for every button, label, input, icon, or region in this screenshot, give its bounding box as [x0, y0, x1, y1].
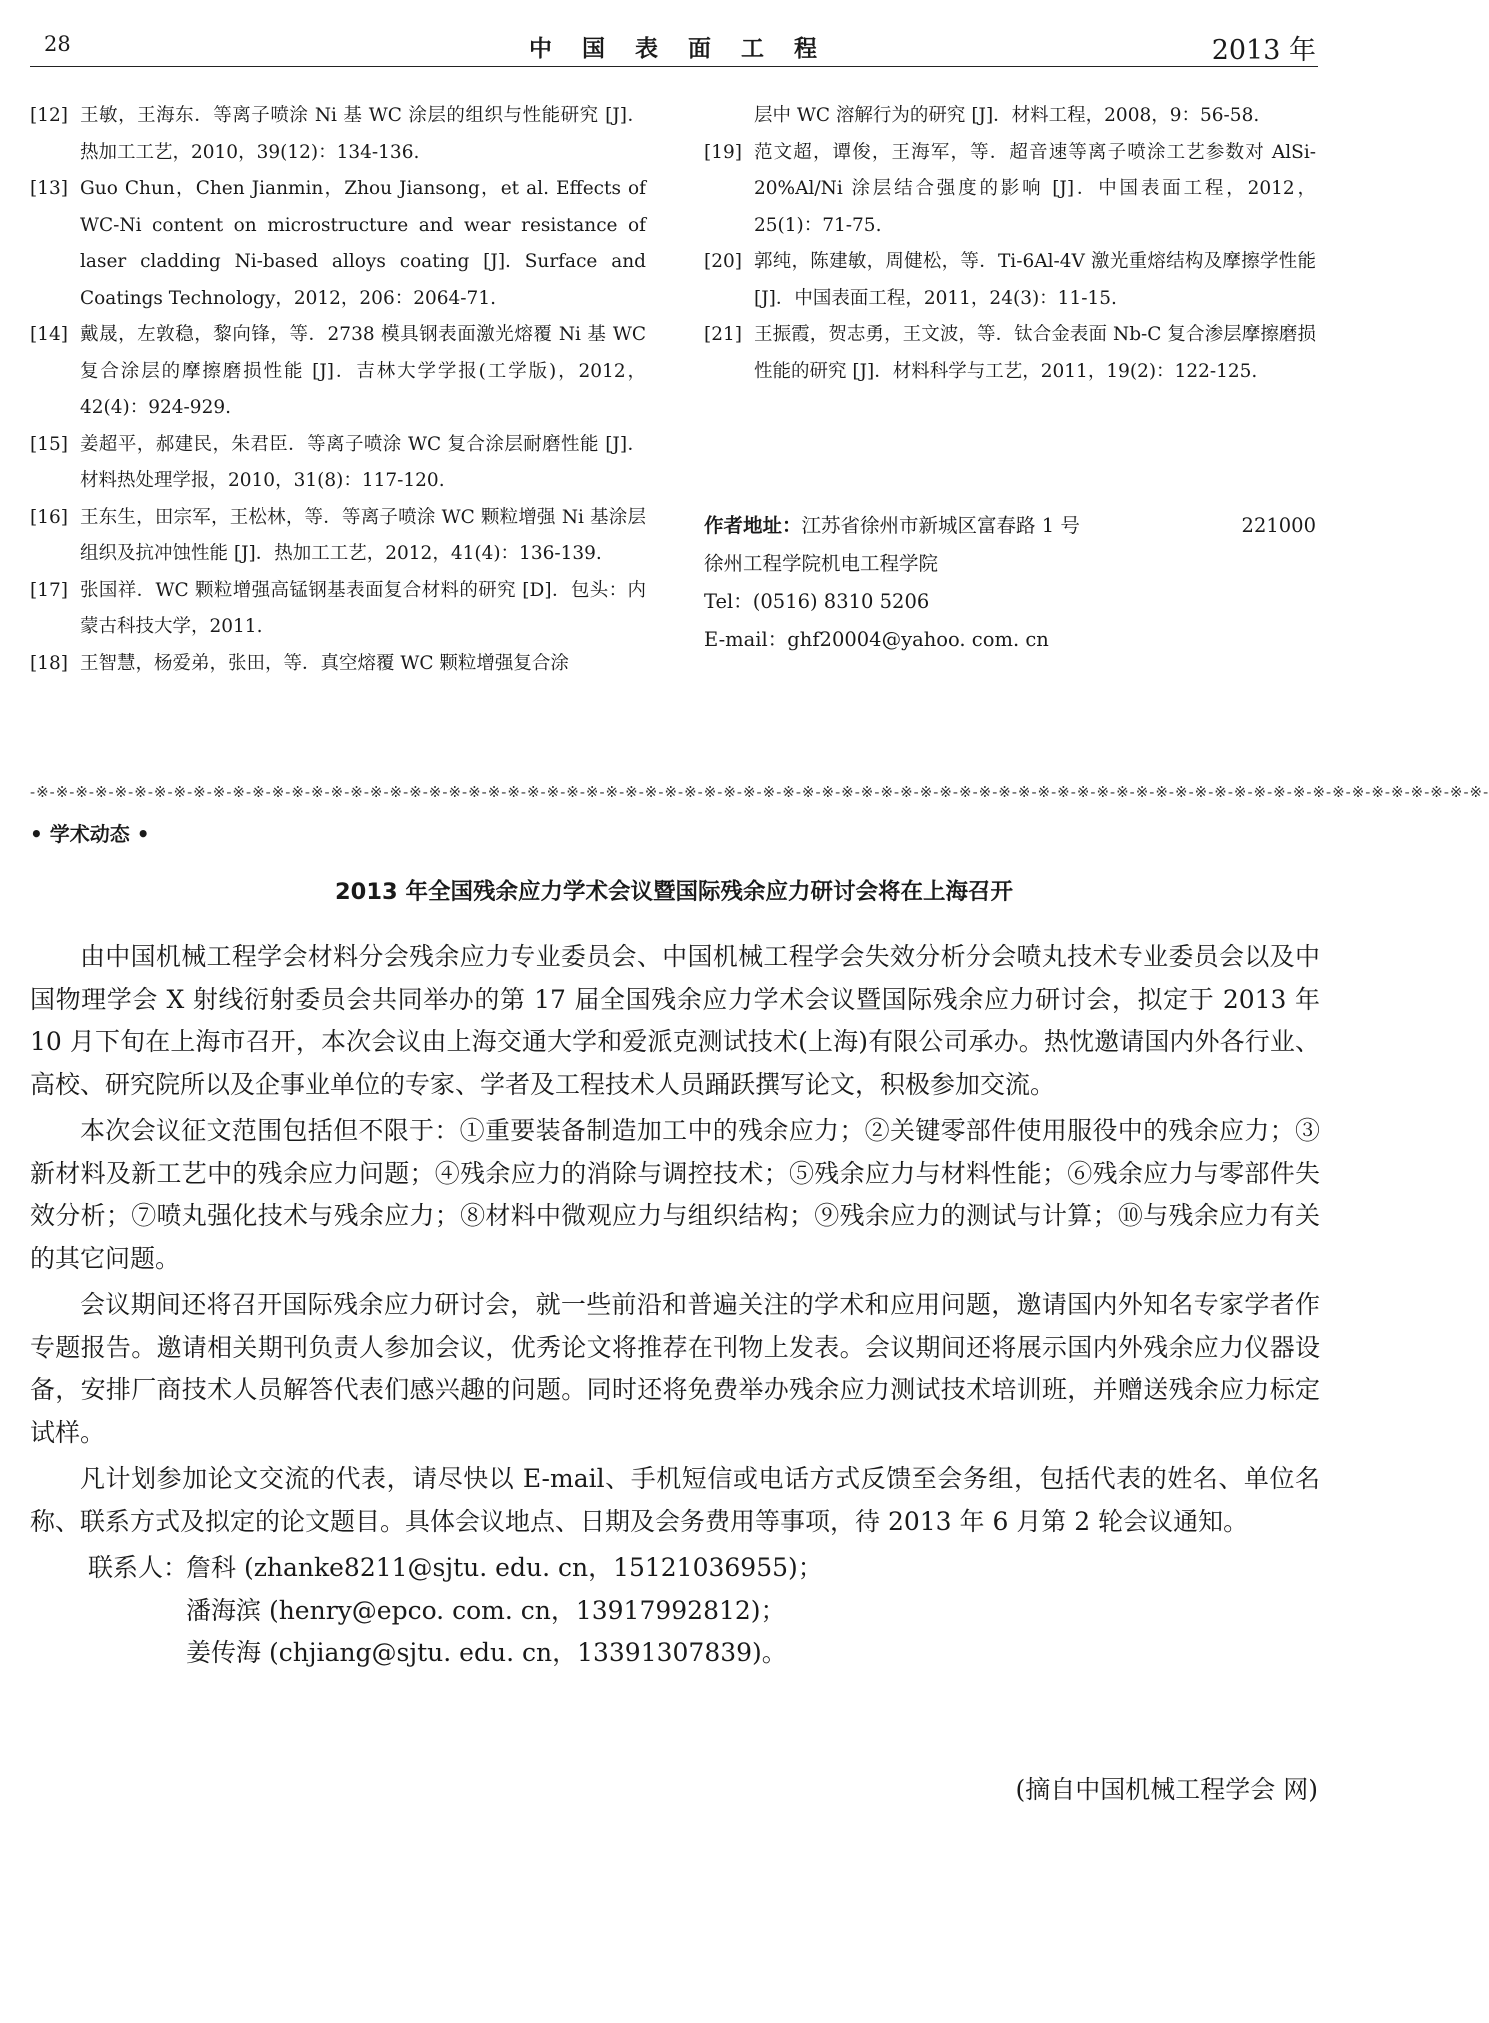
reference-text: 王振霞，贺志勇，王文波，等．钛合金表面 Nb-C 复合渗层摩擦磨损性能的研究 [J]．材料科学与工艺，2011，19(2)：122-125.	[754, 324, 1316, 382]
reference-number: [17]	[30, 579, 68, 601]
institution: 徐州工程学院机电工程学院	[704, 552, 939, 575]
reference-text: 王东生，田宗军，王松林，等．等离子喷涂 WC 颗粒增强 Ni 基涂层组织及抗冲蚀性能 [J]．热加工工艺，2012，41(4)：136-139.	[80, 506, 646, 564]
header-rule	[30, 66, 1318, 67]
reference-number: [20]	[704, 251, 742, 272]
news-body	[30, 936, 1320, 1675]
reference-item	[30, 500, 646, 573]
reference-number: [19]	[704, 141, 742, 163]
running-header	[30, 28, 1316, 66]
reference-item	[30, 427, 646, 500]
journal-title: 中国表面工程	[529, 36, 847, 62]
contact-entry: 姜传海 (chjiang@sjtu. edu. cn，13391307839)。	[186, 1638, 787, 1667]
reference-number: [13]	[30, 178, 68, 199]
reference-number: [16]	[30, 506, 68, 528]
news-paragraph: 本次会议征文范围包括但不限于：①重要装备制造加工中的残余应力；②关键零部件使用服役中的残余应力；③新材料及新工艺中的残余应力问题；④残余应力的消除与调控技术；⑤残余应力与材料性能；⑥残余应力与零部件失效分析；⑦喷丸强化技术与残余应力；⑧材料中微观应力与组织结构；⑨残余应力的测试与计算；⑩与残余应力有关的其它问题。	[30, 1116, 1320, 1273]
section-tag: • 学术动态 •	[30, 822, 150, 846]
contact-entry: 詹科 (zhanke8211@sjtu. edu. cn，15121036955)；	[186, 1553, 823, 1582]
contact-line	[88, 1590, 1320, 1633]
reference-item	[30, 98, 646, 171]
contact-list	[88, 1547, 1320, 1675]
reference-text: 范文超，谭俊，王海军，等．超音速等离子喷涂工艺参数对 AlSi-20%Al/Ni 涂层结合强度的影响 [J]．中国表面工程，2012，25(1)：71-75.	[754, 141, 1316, 236]
news-title: 2013 年全国残余应力学术会议暨国际残余应力研讨会将在上海召开	[335, 879, 1013, 905]
reference-item	[704, 244, 1316, 317]
reference-number: [14]	[30, 324, 68, 345]
reference-text: 戴晟，左敦稳，黎向锋，等．2738 模具钢表面激光熔覆 Ni 基 WC 复合涂层的摩擦磨损性能 [J]．吉林大学学报(工学版)，2012，42(4)：924-929.	[80, 324, 646, 418]
reference-continuation	[704, 98, 1316, 135]
reference-number: [12]	[30, 105, 68, 126]
author-address-block	[704, 507, 1316, 659]
issue-year: 2013 年	[1211, 35, 1316, 66]
source-note: (摘自中国机械工程学会 网)	[1015, 1775, 1318, 1804]
reference-text: 姜超平，郝建民，朱君臣．等离子喷涂 WC 复合涂层耐磨性能 [J]．材料热处理学报，2010，31(8)：117-120.	[80, 433, 646, 491]
contact-line	[88, 1547, 1320, 1590]
reference-item	[704, 135, 1316, 245]
page-number: 28	[44, 32, 71, 56]
references-left-column	[30, 98, 646, 682]
address-row	[704, 507, 1316, 545]
references-right-column	[704, 98, 1316, 390]
reference-text: 王智慧，杨爱弟，张田，等．真空熔覆 WC 颗粒增强复合涂	[80, 652, 569, 674]
news-paragraph: 由中国机械工程学会材料分会残余应力专业委员会、中国机械工程学会失效分析分会喷丸技术专业委员会以及中国物理学会 X 射线衍射委员会共同举办的第 17 届全国残余应力学术会议暨国际残余应力研讨会，拟定于 2013 年 10 月下旬在上海市召开，本次会议由上海交通大学和爱派克测试技术(上海)有限公司承办。热忱邀请国内外各行业、高校、研究院所以及企事业单位的专家、学者及工程技术人员踊跃撰写论文，积极参加交流。	[30, 942, 1320, 1099]
email: E-mail：ghf20004@yahoo. com. cn	[704, 628, 1049, 651]
reference-item	[30, 646, 646, 683]
reference-item	[30, 573, 646, 646]
address-label: 作者地址：	[704, 514, 802, 537]
news-paragraph: 会议期间还将召开国际残余应力研讨会，就一些前沿和普遍关注的学术和应用问题，邀请国内外知名专家学者作专题报告。邀请相关期刊负责人参加会议，优秀论文将推荐在刊物上发表。会议期间还将展示国内外残余应力仪器设备，安排厂商技术人员解答代表们感兴趣的问题。同时还将免费举办残余应力测试技术培训班，并赠送残余应力标定试样。	[30, 1290, 1320, 1447]
reference-text: Guo Chun，Chen Jianmin，Zhou Jiansong，et al. Effects of WC-Ni content on microstructure and wear resistance of laser cladding Ni-based alloys coating [J]. Surface and Coatings Technology，2012，206：2064-71.	[80, 178, 646, 309]
contact-line	[88, 1632, 1320, 1675]
address-line	[704, 507, 1080, 545]
contact-entry: 潘海滨 (henry@epco. com. cn，13917992812)；	[186, 1595, 786, 1625]
reference-item	[704, 317, 1316, 390]
reference-text: 张国祥．WC 颗粒增强高锰钢基表面复合材料的研究 [D]．包头：内蒙古科技大学，2011.	[80, 579, 646, 637]
reference-text: 郭纯，陈建敏，周健松，等．Ti-6Al-4V 激光重熔结构及摩擦学性能 [J]．中国表面工程，2011，24(3)：11-15.	[754, 251, 1316, 309]
reference-text: 层中 WC 溶解行为的研究 [J]．材料工程，2008，9：56-58.	[754, 105, 1260, 126]
reference-number: [21]	[704, 324, 742, 345]
reference-number: [18]	[30, 652, 68, 674]
contact-label: 联系人：	[88, 1553, 189, 1582]
reference-text: 王敏，王海东．等离子喷涂 Ni 基 WC 涂层的组织与性能研究 [J]．热加工工艺，2010，39(12)：134-136.	[80, 105, 646, 163]
postcode: 221000	[1241, 514, 1316, 537]
telephone: Tel：(0516) 8310 5206	[704, 590, 930, 613]
reference-item	[30, 171, 646, 317]
section-separator: -※-※-※-※-※-※-※-※-※-※-※-※-※-※-※-※-※-※-※-※-※-※-※-※-※-※-※-※-※-※-※-※-※-※-※-※-※-※-※-※-※-※-※-※-※-※-※-※-※-※-※-※-※-※-※-※-※-※-※-※-※-※-※-※-※-※-※-※-※-※-※-※-※-※-	[30, 783, 1489, 801]
news-paragraph: 凡计划参加论文交流的代表，请尽快以 E-mail、手机短信或电话方式反馈至会务组，包括代表的姓名、单位名称、联系方式及拟定的论文题目。具体会议地点、日期及会务费用等事项，待 2013 年 6 月第 2 轮会议通知。	[30, 1464, 1320, 1536]
street-address: 江苏省徐州市新城区富春路 1 号	[801, 514, 1080, 537]
reference-number: [15]	[30, 433, 68, 455]
reference-item	[30, 317, 646, 427]
